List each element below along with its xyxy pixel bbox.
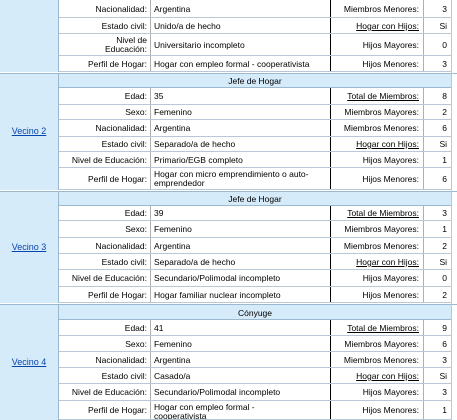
field-label: Perfil de Hogar: xyxy=(87,405,147,415)
field-label: Perfil de Hogar: xyxy=(87,59,147,69)
field-value[interactable]: Argentina xyxy=(150,0,330,18)
field-value[interactable]: Femenino xyxy=(150,336,330,352)
table-right-border xyxy=(451,0,452,420)
summary-label xyxy=(330,287,423,303)
block-separator xyxy=(0,304,457,305)
field-value[interactable]: Separado/a de hecho xyxy=(150,137,330,152)
summary-label-text: Hijos Mayores: xyxy=(362,273,419,283)
section-header: Jefe de Hogar xyxy=(59,73,451,88)
summary-value[interactable]: Si xyxy=(423,18,451,34)
summary-value[interactable]: 6 xyxy=(423,120,451,137)
summary-label-text: Total de Miembros: xyxy=(347,208,419,218)
field-label: Nivel de Educación: xyxy=(71,273,147,283)
field-label: Nivel de Educación: xyxy=(71,155,147,165)
vecino-cell xyxy=(0,191,59,303)
summary-label xyxy=(330,18,423,34)
summary-label xyxy=(330,352,423,368)
field-label: Nacionalidad: xyxy=(95,123,147,133)
field-value[interactable]: Femenino xyxy=(150,105,330,120)
summary-label xyxy=(330,270,423,287)
summary-label xyxy=(330,137,423,152)
summary-label-text: Hijos Menores: xyxy=(362,59,419,69)
summary-value[interactable]: 1 xyxy=(423,152,451,168)
summary-label xyxy=(330,152,423,168)
field-value[interactable]: Hogar con micro emprendimiento o auto- emprendedor xyxy=(150,168,330,190)
row-gridline xyxy=(59,302,451,303)
summary-value[interactable]: 1 xyxy=(423,401,451,420)
summary-label-text: Hijos Mayores: xyxy=(362,155,419,165)
block-separator xyxy=(0,191,457,192)
summary-value[interactable]: 8 xyxy=(423,88,451,105)
summary-value[interactable]: 6 xyxy=(423,168,451,190)
summary-label xyxy=(330,56,423,72)
summary-label xyxy=(330,221,423,238)
summary-label-text: Miembros Mayores: xyxy=(344,339,419,349)
summary-label-text: Miembros Mayores: xyxy=(344,107,419,117)
field-label: Sexo: xyxy=(125,107,147,117)
summary-value[interactable]: 3 xyxy=(423,352,451,368)
summary-label-text: Hogar con Hijos: xyxy=(356,257,419,267)
field-value[interactable]: Separado/a de hecho xyxy=(150,254,330,270)
summary-value[interactable]: 1 xyxy=(423,221,451,238)
field-label: Nivel de Educación: xyxy=(71,387,147,397)
summary-value[interactable]: 2 xyxy=(423,105,451,120)
field-label: Nivel de Educación: xyxy=(104,35,147,54)
summary-label-text: Total de Miembros: xyxy=(347,91,419,101)
field-label: Estado civil: xyxy=(101,139,147,149)
field-value[interactable]: 35 xyxy=(150,88,330,105)
summary-label-text: Miembros Menores: xyxy=(343,355,419,365)
field-value[interactable]: Secundario/Polimodal incompleto xyxy=(150,384,330,401)
vecino-cell xyxy=(0,0,59,72)
summary-label xyxy=(330,206,423,221)
field-value[interactable]: Argentina xyxy=(150,352,330,368)
summary-value[interactable]: Si xyxy=(423,137,451,152)
section-header: Jefe de Hogar xyxy=(59,191,451,206)
summary-value[interactable]: Si xyxy=(423,368,451,384)
field-value[interactable]: Primario/EGB completo xyxy=(150,152,330,168)
summary-label xyxy=(330,384,423,401)
field-label: Nacionalidad: xyxy=(95,241,147,251)
vecino-link[interactable]: Vecino 3 xyxy=(11,241,47,252)
field-label: Sexo: xyxy=(125,339,147,349)
summary-label-text: Hogar con Hijos: xyxy=(356,371,419,381)
summary-value[interactable]: 2 xyxy=(423,238,451,254)
field-value[interactable]: Universitario incompleto xyxy=(150,34,330,56)
row-gridline xyxy=(59,71,451,72)
field-label: Perfil de Hogar: xyxy=(87,290,147,300)
field-value[interactable]: Secundario/Polimodal incompleto xyxy=(150,270,330,287)
summary-value[interactable]: Si xyxy=(423,254,451,270)
summary-label xyxy=(330,401,423,420)
summary-label-text: Miembros Menores: xyxy=(343,123,419,133)
summary-label-text: Total de Miembros: xyxy=(347,323,419,333)
summary-label xyxy=(330,238,423,254)
field-value[interactable]: Femenino xyxy=(150,221,330,238)
field-label: Edad: xyxy=(124,323,147,333)
summary-label-text: Miembros Mayores: xyxy=(344,224,419,234)
summary-value[interactable]: 0 xyxy=(423,270,451,287)
field-label: Edad: xyxy=(124,208,147,218)
field-label: Estado civil: xyxy=(101,257,147,267)
field-value[interactable]: Argentina xyxy=(150,238,330,254)
field-label: Edad: xyxy=(124,91,147,101)
field-value[interactable]: Hogar familiar nuclear incompleto xyxy=(150,287,330,303)
field-label: Estado civil: xyxy=(101,21,147,31)
summary-label-text: Miembros Menores: xyxy=(343,4,419,14)
vecino-link[interactable]: Vecino 2 xyxy=(11,126,47,136)
summary-value[interactable]: 6 xyxy=(423,336,451,352)
summary-label-text: Hijos Menores: xyxy=(362,174,419,184)
summary-label xyxy=(330,105,423,120)
field-value[interactable]: Argentina xyxy=(150,120,330,137)
block-separator xyxy=(0,73,457,74)
summary-value[interactable]: 0 xyxy=(423,34,451,56)
field-value[interactable]: Hogar con empleo formal - cooperativista xyxy=(150,56,330,72)
field-value[interactable]: Casado/a xyxy=(150,368,330,384)
summary-label xyxy=(330,336,423,352)
summary-label xyxy=(330,368,423,384)
summary-value[interactable]: 9 xyxy=(423,320,451,336)
field-value[interactable]: 39 xyxy=(150,206,330,221)
summary-label xyxy=(330,320,423,336)
summary-label xyxy=(330,120,423,137)
section-header: Cónyuge xyxy=(59,304,451,320)
summary-label-text: Hijos Mayores: xyxy=(362,387,419,397)
field-label: Nacionalidad: xyxy=(95,4,147,14)
field-label: Sexo: xyxy=(125,224,147,234)
summary-value[interactable]: 3 xyxy=(423,384,451,401)
vecino-cell xyxy=(0,304,59,420)
field-value[interactable]: Unido/a de hecho xyxy=(150,18,330,34)
vecino-cell xyxy=(0,73,59,190)
field-value[interactable]: Hogar con empleo formal - cooperativista xyxy=(150,401,330,420)
summary-label-text: Hogar con Hijos: xyxy=(356,139,419,149)
vecino-link[interactable]: Vecino 4 xyxy=(11,356,47,367)
summary-label-text: Hijos Mayores: xyxy=(362,40,419,50)
summary-label-text: Hijos Menores: xyxy=(362,405,419,415)
summary-label-text: Hogar con Hijos: xyxy=(356,21,419,31)
row-gridline xyxy=(59,189,451,190)
summary-label-text: Miembros Menores: xyxy=(343,241,419,251)
summary-value[interactable]: 3 xyxy=(423,0,451,18)
field-label: Estado civil: xyxy=(101,371,147,381)
field-label: Nacionalidad: xyxy=(95,355,147,365)
summary-label xyxy=(330,168,423,190)
summary-value[interactable]: 2 xyxy=(423,287,451,303)
summary-value[interactable]: 3 xyxy=(423,206,451,221)
summary-label xyxy=(330,88,423,105)
summary-label xyxy=(330,0,423,18)
summary-label xyxy=(330,34,423,56)
summary-value[interactable]: 3 xyxy=(423,56,451,72)
field-label: Perfil de Hogar: xyxy=(87,174,147,184)
summary-label xyxy=(330,254,423,270)
field-value[interactable]: 41 xyxy=(150,320,330,336)
summary-label-text: Hijos Menores: xyxy=(362,290,419,300)
